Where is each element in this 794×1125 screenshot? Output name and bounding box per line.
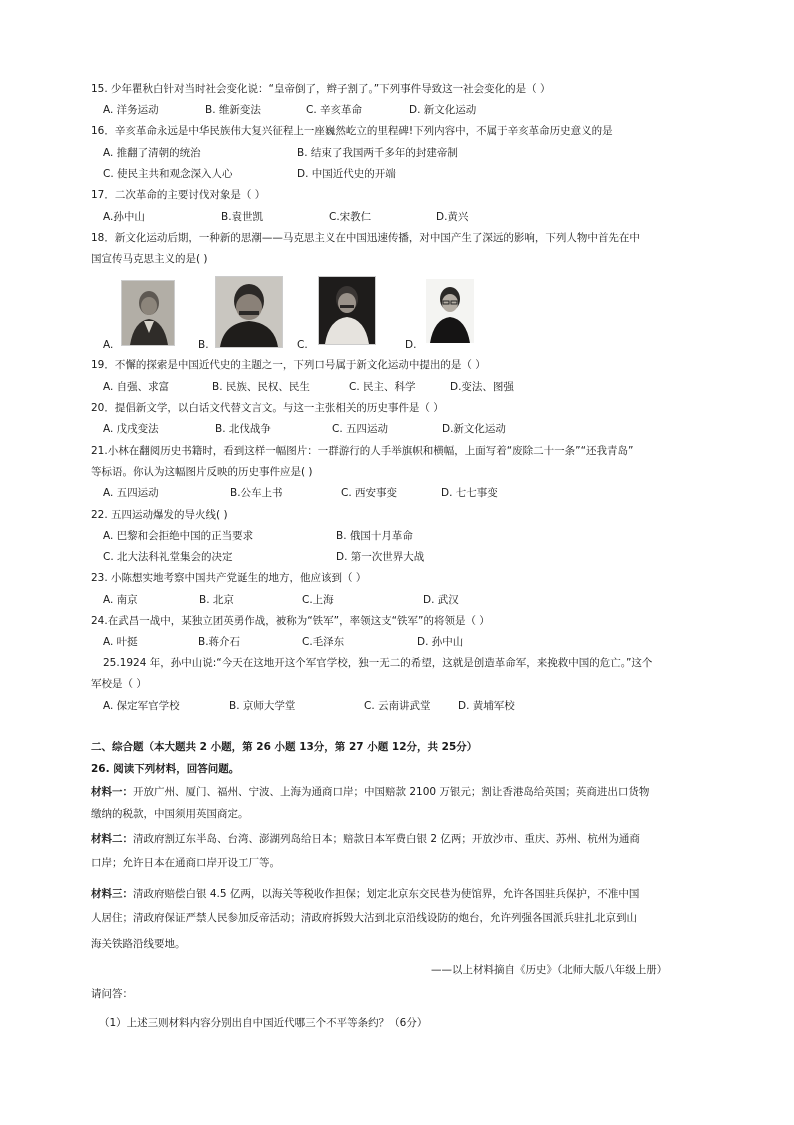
q18-stem-line1: 18．新文化运动后期，一种新的思潮——马克思主义在中国迅速传播，对中国产生了深远的影响，下列人物中首先在中 (91, 232, 640, 244)
q24-option-d: D. 孙中山 (417, 636, 464, 648)
q25-option-c: C. 云南讲武堂 (364, 700, 431, 712)
q19-option-c: C. 民主、科学 (349, 381, 416, 393)
q15-option-b: B. 维新变法 (205, 104, 261, 116)
q24-option-b: B.蒋介石 (198, 636, 241, 648)
q26-material1-line1: 开放广州、厦门、福州、宁波、上海为通商口岸；中国赔款 2100 万银元；割让香港岛给英国；英商进出口货物 (133, 786, 650, 798)
section2-heading: 二、综合题（本大题共 2 小题，第 26 小题 13分，第 27 小题 12分，共 25分） (91, 741, 478, 753)
q26-ask: 请问答： (91, 988, 133, 1000)
q18-option-d: D. (405, 339, 417, 351)
q15-option-c: C. 辛亥革命 (306, 104, 363, 116)
q24-option-a: A. 叶挺 (103, 636, 138, 648)
q26-material2-line1: 清政府割辽东半岛、台湾、澎湖列岛给日本；赔款日本军费白银 2 亿两；开放沙市、重庆、苏州、杭州为通商 (133, 833, 640, 845)
q21-option-b: B.公车上书 (230, 487, 283, 499)
portrait-photo-a (121, 280, 175, 346)
q22-option-a: A. 巴黎和会拒绝中国的正当要求 (103, 530, 254, 542)
q26-material2-label: 材料二： (91, 833, 133, 845)
q17-option-a: A.孙中山 (103, 211, 145, 223)
q25-option-b: B. 京师大学堂 (229, 700, 296, 712)
q16-option-d: D. 中国近代史的开端 (297, 168, 396, 180)
q19-option-b: B. 民族、民权、民生 (212, 381, 310, 393)
q25-option-a: A. 保定军官学校 (103, 700, 180, 712)
q18-stem-line2: 国宣传马克思主义的是( ) (91, 253, 208, 265)
q21-option-d: D. 七七事变 (441, 487, 498, 499)
q26-material1-label: 材料一： (91, 786, 133, 798)
q19-option-d: D.变法、图强 (450, 381, 514, 393)
q25-stem-line2: 军校是（ ） (91, 678, 147, 690)
q26-source: ——以上材料摘自《历史》（北师大版八年级上册） (431, 964, 668, 976)
q21-stem-line1: 21.小林在翻阅历史书籍时，看到这样一幅图片：一群游行的人手举旗帜和横幅，上面写着“废除二十一条”“还我青岛” (91, 445, 634, 457)
q26-material3-line1: 清政府赔偿白银 4.5 亿两，以海关等税收作担保；划定北京东交民巷为使馆界，允许各国驻兵保护，不准中国 (133, 888, 640, 900)
q26-material2-line2: 口岸；允许日本在通商口岸开设工厂等。 (91, 857, 280, 869)
q26-material3-line3: 海关铁路沿线要地。 (91, 938, 186, 950)
q16-option-a: A. 推翻了清朝的统治 (103, 147, 201, 159)
q17-option-b: B.袁世凯 (221, 211, 264, 223)
q24-option-c: C.毛泽东 (302, 636, 345, 648)
portrait-photo-d (426, 279, 474, 343)
q22-stem: 22. 五四运动爆发的导火线( ) (91, 509, 228, 521)
q20-option-a: A. 戊戌变法 (103, 423, 159, 435)
q19-option-a: A. 自强、求富 (103, 381, 170, 393)
q23-option-b: B. 北京 (199, 594, 234, 606)
q16-option-b: B. 结束了我国两千多年的封建帝制 (297, 147, 458, 159)
q17-option-d: D.黄兴 (436, 211, 469, 223)
q26-heading: 26. 阅读下列材料，回答问题。 (91, 763, 240, 775)
q15-option-d: D. 新文化运动 (409, 104, 477, 116)
q17-option-c: C.宋教仁 (329, 211, 372, 223)
q21-option-a: A. 五四运动 (103, 487, 159, 499)
q25-option-d: D. 黄埔军校 (458, 700, 515, 712)
q22-option-d: D. 第一次世界大战 (336, 551, 425, 563)
q21-option-c: C. 西安事变 (341, 487, 398, 499)
q26-material1-line2: 缴纳的税款，中国须用英国商定。 (91, 808, 249, 820)
q20-stem: 20．提倡新文学，以白话文代替文言文。与这一主张相关的历史事件是（ ） (91, 402, 444, 414)
q18-option-a: A. (103, 339, 114, 351)
q24-stem: 24.在武昌一战中，某独立团英勇作战，被称为“铁军”，率领这支“铁军”的将领是（ ） (91, 615, 490, 627)
q22-option-b: B. 俄国十月革命 (336, 530, 413, 542)
q15-option-a: A. 洋务运动 (103, 104, 159, 116)
q26-subquestion-1: （1）上述三则材料内容分别出自中国近代哪三个不平等条约？（6分） (99, 1017, 428, 1029)
q20-option-d: D.新文化运动 (442, 423, 506, 435)
q23-option-c: C.上海 (302, 594, 334, 606)
q20-option-c: C. 五四运动 (332, 423, 389, 435)
q16-option-c: C. 使民主共和观念深入人心 (103, 168, 233, 180)
q23-option-a: A. 南京 (103, 594, 138, 606)
q17-stem: 17．二次革命的主要讨伐对象是（ ） (91, 189, 266, 201)
q18-option-c: C. (297, 339, 308, 351)
q26-material3-line2: 人居住；清政府保证严禁人民参加反帝活动；清政府拆毁大沽到北京沿线设防的炮台，允许列强各国派兵驻扎北京到山 (91, 912, 637, 924)
q18-option-b: B. (198, 339, 209, 351)
q22-option-c: C. 北大法科礼堂集会的决定 (103, 551, 233, 563)
q26-material3-label: 材料三： (91, 888, 133, 900)
q16-stem: 16．辛亥革命永远是中华民族伟大复兴征程上一座巍然屹立的里程碑!下列内容中，不属于辛亥革命历史意义的是 (91, 125, 613, 137)
q19-stem: 19．不懈的探索是中国近代史的主题之一，下列口号属于新文化运动中提出的是（ ） (91, 359, 486, 371)
portrait-photo-c (318, 276, 376, 345)
q21-stem-line2: 等标语。你认为这幅图片反映的历史事件应是( ) (91, 466, 313, 478)
q23-stem: 23. 小陈想实地考察中国共产党诞生的地方，他应该到（ ） (91, 572, 367, 584)
q25-stem-line1: 25.1924 年，孙中山说:“今天在这地开这个军官学校，独一无二的希望，这就是创造革命军，来挽救中国的危亡。”这个 (103, 657, 653, 669)
q20-option-b: B. 北伐战争 (215, 423, 271, 435)
q15-stem: 15. 少年瞿秋白针对当时社会变化说：“皇帝倒了，辫子割了。”下列事件导致这一社会变化的是（ ） (91, 83, 551, 95)
q23-option-d: D. 武汉 (423, 594, 459, 606)
portrait-photo-b (215, 276, 283, 348)
